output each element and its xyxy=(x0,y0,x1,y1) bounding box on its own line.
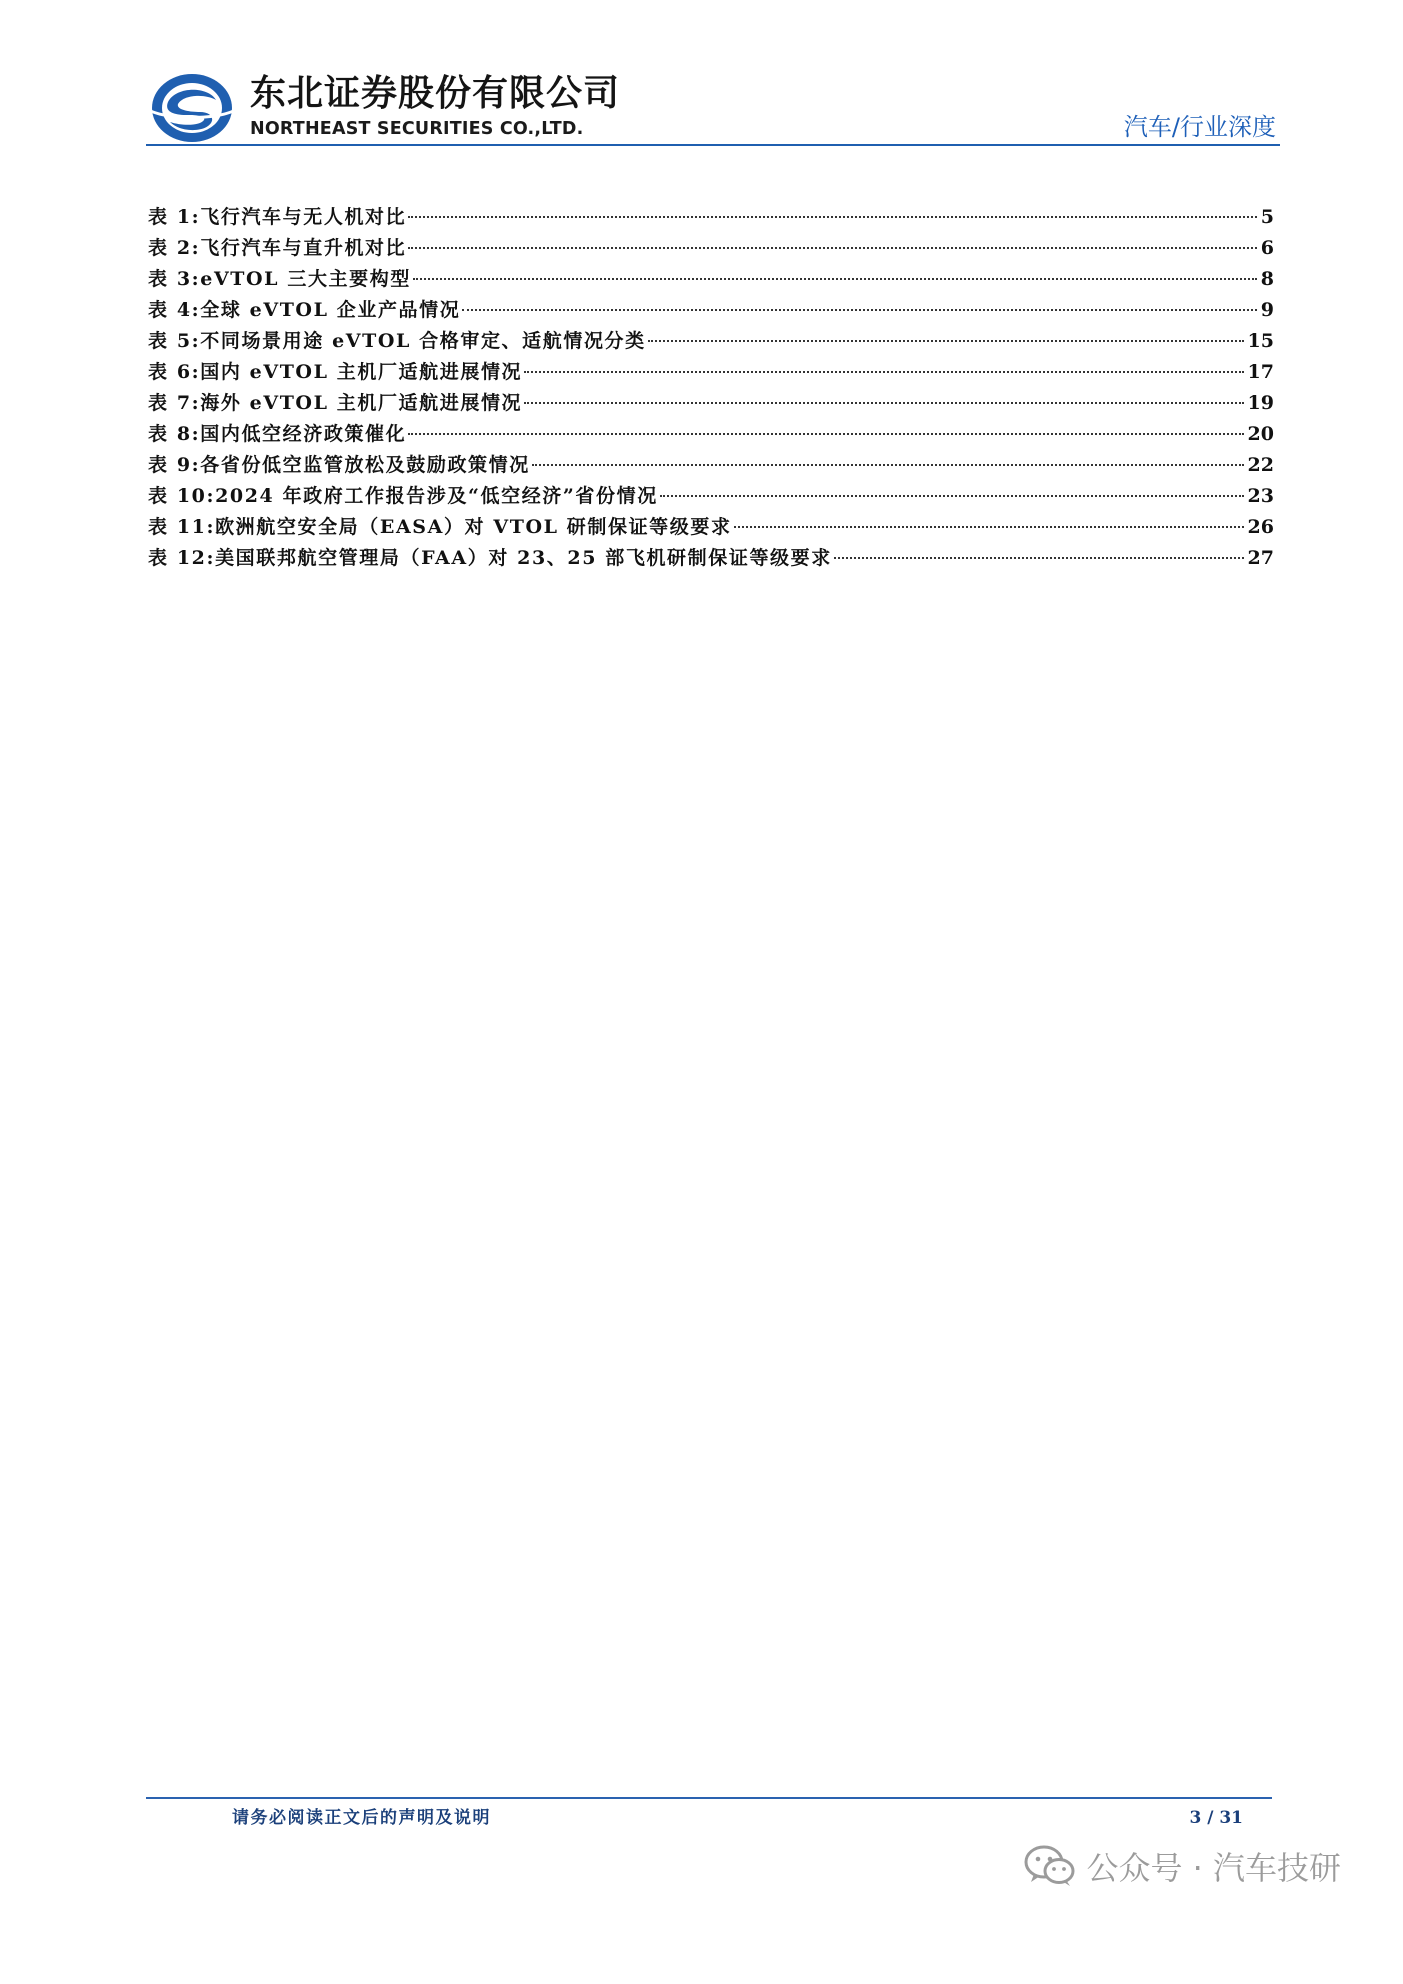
toc-page-number: 23 xyxy=(1247,485,1274,507)
toc-entry[interactable] xyxy=(148,512,1274,543)
toc-label: 表 1: xyxy=(148,206,201,228)
toc-page-number: 20 xyxy=(1247,423,1274,445)
toc-entry[interactable] xyxy=(148,295,1274,326)
footer-divider xyxy=(146,1797,1272,1799)
toc-leader xyxy=(462,308,1256,311)
report-category: 汽车/行业深度 xyxy=(1123,113,1276,141)
toc-leader xyxy=(660,494,1244,497)
toc-page-number: 6 xyxy=(1260,237,1274,259)
toc-entry[interactable] xyxy=(148,388,1274,419)
toc-page-number: 26 xyxy=(1247,516,1274,538)
toc-entry[interactable] xyxy=(148,202,1274,233)
wechat-watermark xyxy=(1024,1843,1341,1889)
toc-title: 欧洲航空安全局（EASA）对 VTOL 研制保证等级要求 xyxy=(215,516,732,538)
toc-title: 国内低空经济政策催化 xyxy=(200,423,407,445)
toc-leader xyxy=(408,432,1243,435)
toc-entry[interactable] xyxy=(148,357,1274,388)
toc-page-number: 19 xyxy=(1247,392,1274,414)
page-number: 3 / 31 xyxy=(1189,1808,1243,1828)
toc-label: 表 6: xyxy=(148,361,201,383)
toc-leader xyxy=(408,215,1257,218)
northeast-securities-logo-icon xyxy=(150,72,234,144)
brand-name-en: NORTHEAST SECURITIES CO.,LTD. xyxy=(250,119,584,139)
toc-title: 国内 eVTOL 主机厂适航进展情况 xyxy=(200,361,523,383)
toc-entry[interactable] xyxy=(148,264,1274,295)
toc-entry[interactable] xyxy=(148,481,1274,512)
toc-title: 海外 eVTOL 主机厂适航进展情况 xyxy=(200,392,523,414)
toc-leader xyxy=(413,277,1257,280)
toc-page-number: 17 xyxy=(1247,361,1274,383)
brand-name-cn: 东北证券股份有限公司 xyxy=(250,73,621,114)
toc-title: 全球 eVTOL 企业产品情况 xyxy=(200,299,461,321)
toc-leader xyxy=(834,556,1244,559)
toc-label: 表 7: xyxy=(148,392,201,414)
toc-label: 表 9: xyxy=(148,454,201,476)
toc-label: 表 3: xyxy=(148,268,201,290)
toc-page-number: 15 xyxy=(1247,330,1274,352)
header-divider xyxy=(146,144,1280,146)
toc-label: 表 2: xyxy=(148,237,201,259)
footer-disclaimer-note: 请务必阅读正文后的声明及说明 xyxy=(232,1808,491,1828)
page-header xyxy=(146,70,1280,146)
toc-label: 表 4: xyxy=(148,299,201,321)
toc-leader xyxy=(532,463,1244,466)
toc-page-number: 27 xyxy=(1247,547,1274,569)
toc-label: 表 10: xyxy=(148,485,216,507)
toc-leader xyxy=(524,370,1243,373)
wechat-icon xyxy=(1024,1844,1076,1888)
toc-entry[interactable] xyxy=(148,326,1274,357)
toc-page-number: 22 xyxy=(1247,454,1274,476)
toc-title: 飞行汽车与无人机对比 xyxy=(200,206,407,228)
toc-page-number: 8 xyxy=(1260,268,1274,290)
watermark-text: 公众号 · 汽车技研 xyxy=(1086,1849,1341,1887)
toc-entry[interactable] xyxy=(148,543,1274,574)
toc-title: 不同场景用途 eVTOL 合格审定、适航情况分类 xyxy=(200,330,646,352)
toc-entry[interactable] xyxy=(148,419,1274,450)
toc-title: 飞行汽车与直升机对比 xyxy=(200,237,407,259)
toc-label: 表 11: xyxy=(148,516,216,538)
toc-title: 各省份低空监管放松及鼓励政策情况 xyxy=(200,454,530,476)
toc-title: 2024 年政府工作报告涉及“低空经济”省份情况 xyxy=(215,485,658,507)
toc-leader xyxy=(524,401,1243,404)
toc-title: 美国联邦航空管理局（FAA）对 23、25 部飞机研制保证等级要求 xyxy=(215,547,832,569)
toc-page-number: 9 xyxy=(1260,299,1274,321)
toc-label: 表 12: xyxy=(148,547,216,569)
toc-entry[interactable] xyxy=(148,233,1274,264)
toc-label: 表 5: xyxy=(148,330,201,352)
toc-page-number: 5 xyxy=(1260,206,1274,228)
toc-leader xyxy=(734,525,1244,528)
toc-leader xyxy=(408,246,1257,249)
toc-leader xyxy=(648,339,1244,342)
toc-entry[interactable] xyxy=(148,450,1274,481)
toc-label: 表 8: xyxy=(148,423,201,445)
table-of-contents xyxy=(148,202,1274,574)
toc-title: eVTOL 三大主要构型 xyxy=(200,268,411,290)
